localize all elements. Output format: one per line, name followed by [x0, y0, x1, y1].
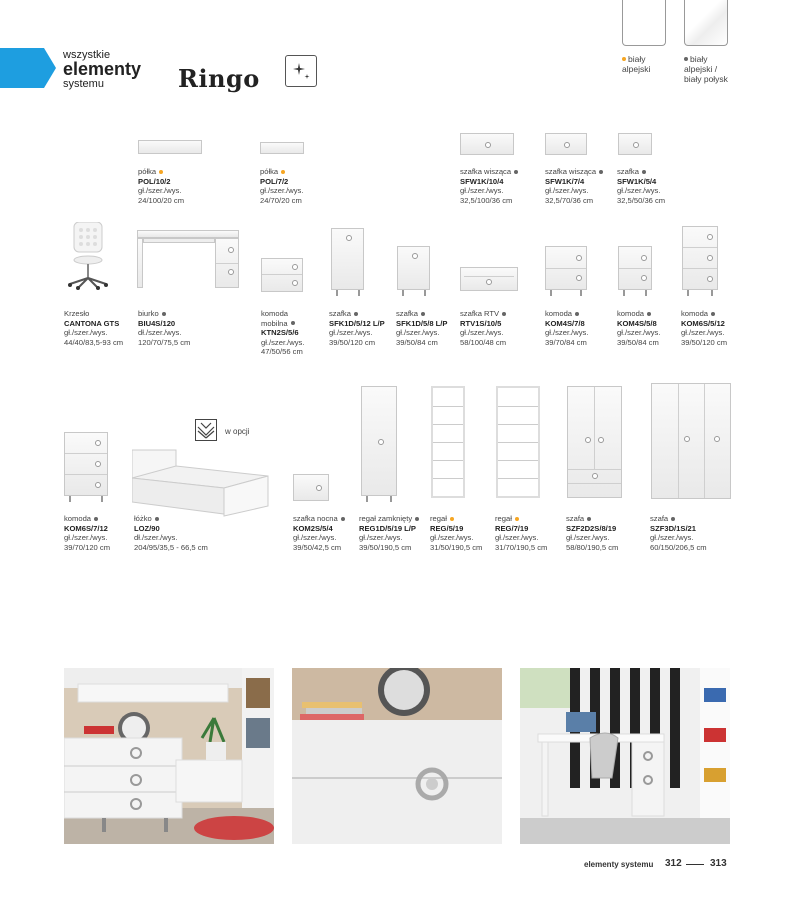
section-tab-marker [0, 48, 56, 88]
caption-kom4s-5-8: komoda KOM4S/5/8 gł./szer./wys. 39/50/84 cm [617, 309, 661, 347]
chair-cantona-drawing [64, 222, 112, 290]
orange-dot-icon [622, 57, 626, 61]
option-label: w opcji [225, 427, 250, 436]
caption-sfw1k-7-4: szafka wisząca SFW1K/7/4 gł./szer./wys. 32,5/70/36 cm [545, 167, 603, 205]
wardrobe-szf2d2s-drawing [567, 386, 622, 498]
desk-biu4s-drawing [137, 230, 239, 288]
option-icon [195, 419, 217, 441]
caption-sfk1d-5-8: szafka SFK1D/5/8 L/P gł./szer./wys. 39/50/84 cm [396, 309, 448, 347]
caption-ktn2s: komoda mobilna KTN2S/5/6 gł./szer./wys. 47/50/56 cm [261, 309, 305, 357]
bed-loz-90-drawing [132, 446, 270, 518]
caption-reg1d: regał zamknięty REG1D/5/19 L/P gł./szer./wys. 39/50/190,5 cm [359, 514, 419, 552]
tv-cabinet-rtv1s-drawing [460, 267, 518, 291]
mobile-chest-ktn2s-drawing [261, 258, 303, 292]
caption-biu4s: biurko BIU4S/120 dł./szer./wys. 120/70/75,5 cm [138, 309, 191, 347]
bookcase-reg-5-19-drawing [431, 386, 465, 498]
footer-section-label: elementy systemu [584, 860, 654, 869]
chest-kom6s-5-12-drawing [682, 226, 718, 290]
page-separator [686, 864, 704, 865]
shelf-pol-10-2-drawing [138, 140, 202, 154]
caption-kom4s-7-8: komoda KOM4S/7/8 gł./szer./wys. 39/70/84 cm [545, 309, 589, 347]
chest-kom6s-7-12-drawing [64, 432, 108, 496]
room-photo-1 [64, 668, 274, 844]
swatch-label-1: biały alpejski [622, 54, 651, 74]
caption-pol-7-2: półka POL/7/2 gł./szer./wys. 24/70/20 cm [260, 167, 304, 205]
swatch-white-alpine [622, 0, 666, 46]
caption-szf2d2s: szafa SZF2D2S/8/19 gł./szer./wys. 58/80/190,5 cm [566, 514, 619, 552]
header-line-2: elementy [63, 59, 142, 79]
caption-szf3d: szafa SZF3D/1S/21 gł./szer./wys. 60/150/206,5 cm [650, 514, 707, 552]
collection-title: Ringo [178, 64, 260, 93]
caption-pol-10-2: półka POL/10/2 gł./szer./wys. 24/100/20 cm [138, 167, 185, 205]
sparkle-icon [285, 55, 317, 87]
chest-kom4s-7-8-drawing [545, 246, 587, 290]
swatch-white-gloss [684, 0, 728, 46]
grey-dot-icon [684, 57, 688, 61]
bookcase-reg-7-19-drawing [496, 386, 540, 498]
caption-rtv1s: szafka RTV RTV1S/10/5 gł./szer./wys. 58/100/48 cm [460, 309, 507, 347]
room-photo-2 [292, 668, 502, 844]
caption-reg-5-19: regał REG/5/19 gł./szer./wys. 31/50/190,5 cm [430, 514, 483, 552]
caption-sfw1k-10-4: szafka wisząca SFW1K/10/4 gł./szer./wys. 32,5/100/36 cm [460, 167, 518, 205]
room-photo-3 [520, 668, 730, 844]
caption-sfk1d-5-12: szafka SFK1D/5/12 L/P gł./szer./wys. 39/50/120 cm [329, 309, 385, 347]
chest-kom4s-5-8-drawing [618, 246, 652, 290]
cabinet-sfw1k-5-4-drawing [618, 133, 652, 155]
cabinet-sfw1k-7-4-drawing [545, 133, 587, 155]
cabinet-sfw1k-10-4-drawing [460, 133, 514, 155]
wardrobe-szf3d-drawing [651, 383, 731, 499]
bookcase-reg1d-drawing [361, 386, 397, 496]
shelf-pol-7-2-drawing [260, 142, 304, 154]
caption-reg-7-19: regał REG/7/19 gł./szer./wys. 31/70/190,5 cm [495, 514, 548, 552]
header-line-3: systemu [63, 78, 104, 90]
page-number-left: 312 [665, 858, 682, 869]
caption-sfw1k-5-4: szafka SFW1K/5/4 gł./szer./wys. 32,5/50/36 cm [617, 167, 666, 205]
caption-loz-90: łóżko LOZ/90 dł./szer./wys. 204/95/35,5 - 66,5 cm [134, 514, 208, 552]
page-number-right: 313 [710, 858, 727, 869]
caption-cantona: Krzesło CANTONA GTS gł./szer./wys. 44/40/83,5-93 cm [64, 309, 124, 347]
cabinet-sfk1d-5-8-drawing [397, 246, 430, 290]
swatch-label-2: biały alpejski / biały połysk [684, 54, 728, 84]
header-line-1: wszystkie [63, 49, 111, 61]
caption-kom6s-7-12: komoda KOM6S/7/12 gł./szer./wys. 39/70/120 cm [64, 514, 111, 552]
caption-kom2s: szafka nocna KOM2S/5/4 gł./szer./wys. 39/50/42,5 cm [293, 514, 345, 552]
nightstand-kom2s-drawing [293, 474, 329, 501]
cabinet-sfk1d-5-12-drawing [331, 228, 364, 290]
caption-kom6s-5-12: komoda KOM6S/5/12 gł./szer./wys. 39/50/120 cm [681, 309, 728, 347]
